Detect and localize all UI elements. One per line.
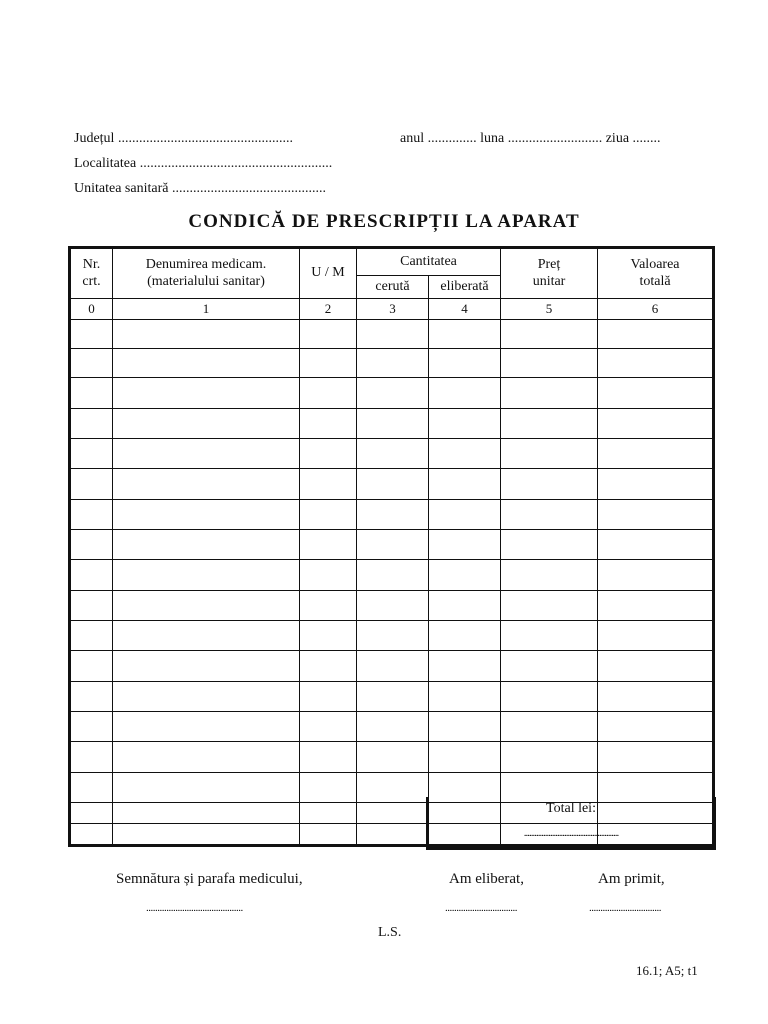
table-cell[interactable]	[598, 591, 714, 621]
table-cell[interactable]	[357, 591, 429, 621]
table-cell[interactable]	[70, 409, 113, 439]
total-dots: ......................................................	[523, 827, 619, 839]
table-cell[interactable]	[70, 742, 113, 773]
table-cell[interactable]	[300, 378, 357, 409]
table-cell[interactable]	[113, 530, 300, 560]
ziua-label: ziua	[605, 131, 630, 146]
table-row	[70, 682, 714, 712]
table-cell[interactable]	[429, 500, 501, 530]
table-cell[interactable]	[598, 682, 714, 712]
col-header-nr	[70, 248, 113, 299]
table-cell[interactable]	[357, 712, 429, 742]
table-cell[interactable]	[501, 651, 598, 682]
table-cell[interactable]	[113, 682, 300, 712]
table-row	[70, 500, 714, 530]
table-cell[interactable]	[598, 651, 714, 682]
table-row	[70, 349, 714, 378]
judet-label: Județul	[74, 131, 115, 146]
table-row	[70, 560, 714, 591]
table-cell[interactable]	[300, 773, 357, 803]
table-cell[interactable]	[598, 621, 714, 651]
table-cell[interactable]	[70, 560, 113, 591]
table-cell[interactable]	[300, 742, 357, 773]
table-cell[interactable]	[70, 591, 113, 621]
localitate-field	[74, 156, 332, 172]
table-cell[interactable]	[501, 712, 598, 742]
table-cell[interactable]	[598, 500, 714, 530]
table-cell[interactable]	[70, 439, 113, 469]
table-cell[interactable]	[501, 320, 598, 349]
table-cell[interactable]	[429, 591, 501, 621]
table-cell[interactable]	[70, 320, 113, 349]
table-row	[70, 409, 714, 439]
table-cell[interactable]	[70, 773, 113, 803]
table-cell[interactable]	[429, 682, 501, 712]
luna-dots: ...........................	[507, 131, 603, 146]
table-cell[interactable]	[598, 320, 714, 349]
col-number-0: 0	[70, 299, 113, 320]
table-cell[interactable]	[113, 712, 300, 742]
table-row	[70, 320, 714, 349]
table-cell[interactable]	[429, 712, 501, 742]
medic-signature-label: Semnătura și parafa medicului,	[116, 871, 303, 887]
table-cell[interactable]	[113, 773, 300, 803]
table-cell[interactable]	[70, 651, 113, 682]
table-cell[interactable]	[501, 409, 598, 439]
table-cell[interactable]	[357, 320, 429, 349]
table-cell[interactable]	[357, 824, 429, 846]
col-number-3: 3	[357, 299, 429, 320]
table-cell[interactable]	[357, 773, 429, 803]
table-cell[interactable]	[113, 500, 300, 530]
table-cell[interactable]	[429, 439, 501, 469]
table-body	[70, 320, 714, 846]
table-cell[interactable]	[70, 803, 113, 824]
table-cell[interactable]	[357, 469, 429, 500]
col-number-6: 6	[598, 299, 714, 320]
luna-label: luna	[480, 131, 505, 146]
table-cell[interactable]	[300, 439, 357, 469]
primit-label: Am primit,	[598, 871, 665, 887]
table-cell[interactable]	[501, 439, 598, 469]
table-cell[interactable]	[501, 500, 598, 530]
col-header-pret	[501, 248, 598, 299]
form-code: 16.1; A5; t1	[636, 963, 698, 978]
table-cell[interactable]	[357, 349, 429, 378]
table-cell[interactable]	[70, 824, 113, 846]
col-header-ceruta: cerută	[357, 276, 429, 299]
eliberat-dots: ................................	[445, 902, 517, 914]
table-cell[interactable]	[70, 378, 113, 409]
total-label: Total lei:	[546, 801, 596, 816]
table-cell[interactable]	[429, 651, 501, 682]
table-cell[interactable]	[300, 591, 357, 621]
table-cell[interactable]	[113, 803, 300, 824]
table-cell[interactable]	[113, 409, 300, 439]
table-cell[interactable]	[357, 530, 429, 560]
eliberat-label: Am eliberat,	[449, 871, 524, 887]
anul-label: anul	[400, 131, 425, 146]
table-cell[interactable]	[598, 409, 714, 439]
table-cell[interactable]	[501, 560, 598, 591]
primit-dots: ................................	[589, 902, 661, 914]
table-cell[interactable]	[501, 469, 598, 500]
table-cell[interactable]	[501, 742, 598, 773]
table-cell[interactable]	[300, 530, 357, 560]
table-cell[interactable]	[598, 439, 714, 469]
table-row	[70, 469, 714, 500]
table-cell[interactable]	[598, 378, 714, 409]
table-cell[interactable]	[70, 530, 113, 560]
table-cell[interactable]	[501, 349, 598, 378]
col-den-line2: (materialului sanitar)	[147, 273, 265, 289]
table-cell[interactable]	[300, 803, 357, 824]
table-cell[interactable]	[300, 500, 357, 530]
table-cell[interactable]	[70, 621, 113, 651]
table-cell[interactable]	[598, 742, 714, 773]
table-cell[interactable]	[598, 349, 714, 378]
table-cell[interactable]	[113, 824, 300, 846]
table-cell[interactable]	[429, 320, 501, 349]
col-header-um: U / M	[300, 248, 357, 299]
unitate-label: Unitatea sanitară	[74, 181, 169, 196]
table-cell[interactable]	[300, 469, 357, 500]
table-cell[interactable]	[300, 682, 357, 712]
table-cell[interactable]	[113, 469, 300, 500]
table-cell[interactable]	[300, 409, 357, 439]
page-title: CONDICĂ DE PRESCRIPȚII LA APARAT	[188, 211, 580, 232]
localitate-label: Localitatea	[74, 156, 137, 171]
table-row	[70, 378, 714, 409]
table-cell[interactable]	[70, 500, 113, 530]
table-cell[interactable]	[357, 560, 429, 591]
table-cell[interactable]	[113, 591, 300, 621]
table-cell[interactable]	[357, 651, 429, 682]
medic-signature-dots: ...........................................	[146, 902, 243, 914]
ls-stamp-mark: L.S.	[378, 925, 402, 940]
table-cell[interactable]	[429, 409, 501, 439]
table-cell[interactable]	[300, 824, 357, 846]
table-cell[interactable]	[300, 560, 357, 591]
col-number-4: 4	[429, 299, 501, 320]
localitate-dots: .......................................................	[139, 156, 333, 171]
table-cell[interactable]	[357, 621, 429, 651]
table-cell[interactable]	[300, 320, 357, 349]
table-cell[interactable]	[501, 621, 598, 651]
table-cell[interactable]	[300, 712, 357, 742]
table-cell[interactable]	[113, 651, 300, 682]
table-row	[70, 439, 714, 469]
table-cell[interactable]	[429, 349, 501, 378]
col-val-line2: totală	[639, 273, 671, 289]
anul-dots: ..............	[427, 131, 477, 146]
table-cell[interactable]	[429, 530, 501, 560]
table-cell[interactable]	[113, 320, 300, 349]
col-number-2: 2	[300, 299, 357, 320]
table-cell[interactable]	[357, 682, 429, 712]
table-cell[interactable]	[357, 803, 429, 824]
table-cell[interactable]	[300, 349, 357, 378]
table-cell[interactable]	[598, 530, 714, 560]
table-cell[interactable]	[501, 378, 598, 409]
col-den-line1: Denumirea medicam.	[145, 256, 267, 272]
unitate-field	[74, 181, 326, 197]
col-nr-line2: crt.	[82, 273, 101, 289]
table-cell[interactable]	[300, 621, 357, 651]
table-row	[70, 530, 714, 560]
col-number-5: 5	[501, 299, 598, 320]
table-cell[interactable]	[429, 378, 501, 409]
table-cell[interactable]	[598, 469, 714, 500]
col-number-1: 1	[113, 299, 300, 320]
table-cell[interactable]	[501, 530, 598, 560]
table-cell[interactable]	[70, 349, 113, 378]
col-pret-line1: Preț	[537, 256, 561, 272]
table-cell[interactable]	[429, 742, 501, 773]
judet-field	[74, 131, 293, 147]
table-cell[interactable]	[598, 560, 714, 591]
table-cell[interactable]	[113, 742, 300, 773]
table-cell[interactable]	[357, 378, 429, 409]
table-cell[interactable]	[113, 349, 300, 378]
ziua-dots: ........	[632, 131, 661, 146]
table-cell[interactable]	[70, 469, 113, 500]
table-cell[interactable]	[113, 439, 300, 469]
prescription-table	[68, 246, 715, 847]
col-pret-line2: unitar	[532, 273, 566, 289]
total-box	[426, 797, 716, 850]
table-cell[interactable]	[113, 560, 300, 591]
judet-dots: ..................................................	[117, 131, 293, 146]
table-cell[interactable]	[300, 651, 357, 682]
col-header-eliberata: eliberată	[429, 276, 501, 299]
table-cell[interactable]	[70, 712, 113, 742]
col-header-valoare	[598, 248, 714, 299]
table-cell[interactable]	[357, 409, 429, 439]
table-cell[interactable]	[501, 682, 598, 712]
col-val-line1: Valoarea	[630, 256, 680, 272]
table-row	[70, 651, 714, 682]
unitate-dots: ............................................	[171, 181, 326, 196]
table-row	[70, 712, 714, 742]
table-row	[70, 742, 714, 773]
table-row	[70, 591, 714, 621]
col-nr-line1: Nr.	[82, 256, 101, 272]
table-cell[interactable]	[598, 712, 714, 742]
table-cell[interactable]	[429, 469, 501, 500]
table-cell[interactable]	[357, 500, 429, 530]
table-cell[interactable]	[501, 591, 598, 621]
table-cell[interactable]	[429, 621, 501, 651]
table-cell[interactable]	[429, 560, 501, 591]
date-field	[400, 131, 661, 147]
col-header-denumire	[113, 248, 300, 299]
table-cell[interactable]	[113, 378, 300, 409]
table-cell[interactable]	[113, 621, 300, 651]
table-cell[interactable]	[357, 742, 429, 773]
col-header-cantitate: Cantitatea	[357, 248, 501, 276]
table-cell[interactable]	[70, 682, 113, 712]
table-row	[70, 621, 714, 651]
table-cell[interactable]	[357, 439, 429, 469]
